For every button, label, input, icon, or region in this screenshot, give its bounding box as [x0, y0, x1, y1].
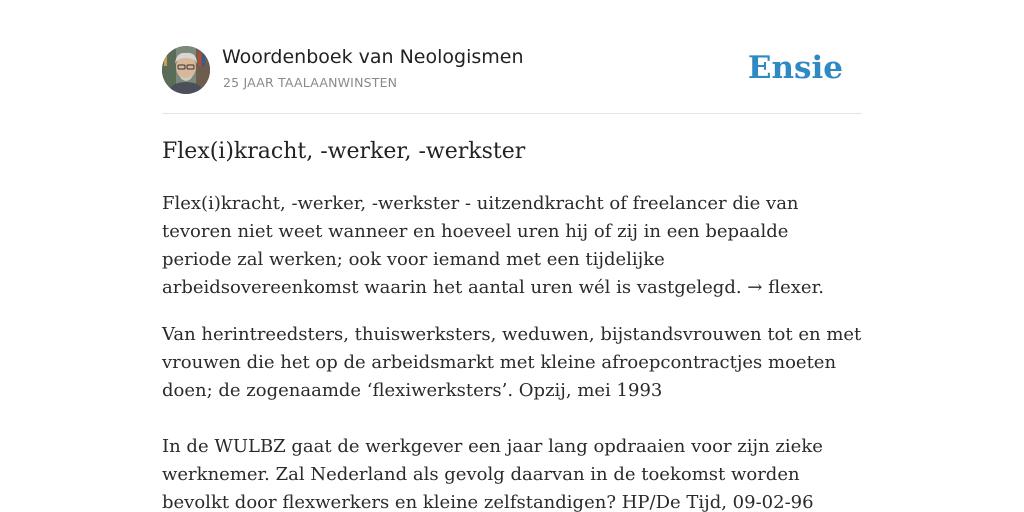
site-title[interactable]: Woordenboek van Neologismen [222, 46, 524, 68]
ensie-logo[interactable]: Ensie [747, 50, 843, 86]
citation-quote: In de WULBZ gaat de werkgever een jaar lang opdraaien voor zijn zieke werknemer. Zal Nederland als gevolg daarvan in de toekomst worden bevolkt door flexwerkers en kleine zelfstandigen? HP/De Tijd, 09-02-96 [162, 436, 823, 512]
header-divider [162, 113, 862, 114]
site-subtitle: 25 JAAR TAALAANWINSTEN [223, 75, 398, 90]
citation-quote: Van herintreedsters, thuiswerksters, weduwen, bijstandsvrouwen tot en met vrouwen die het op de arbeidsmarkt met kleine afroepcontractjes moeten doen; de zogenaamde ‘flexiwerksters’. Opzij, mei 1993 [162, 324, 862, 401]
entry-headword: Flex(i)kracht, -werker, -werkster [162, 139, 526, 164]
avatar-portrait [162, 46, 210, 94]
author-avatar-icon[interactable] [162, 46, 210, 94]
site-header [162, 46, 862, 96]
entry-definition: Flex(i)kracht, -werker, -werkster - uitzendkracht of freelancer die van tevoren niet weet wanneer en hoeveel uren hij of zij in een bepaalde periode zal werken; ook voor iemand met een tijdelijke arbeidsovereenkomst waarin het aantal uren wél is vastgelegd. → flexer. [162, 193, 824, 298]
entry-content [162, 190, 862, 512]
